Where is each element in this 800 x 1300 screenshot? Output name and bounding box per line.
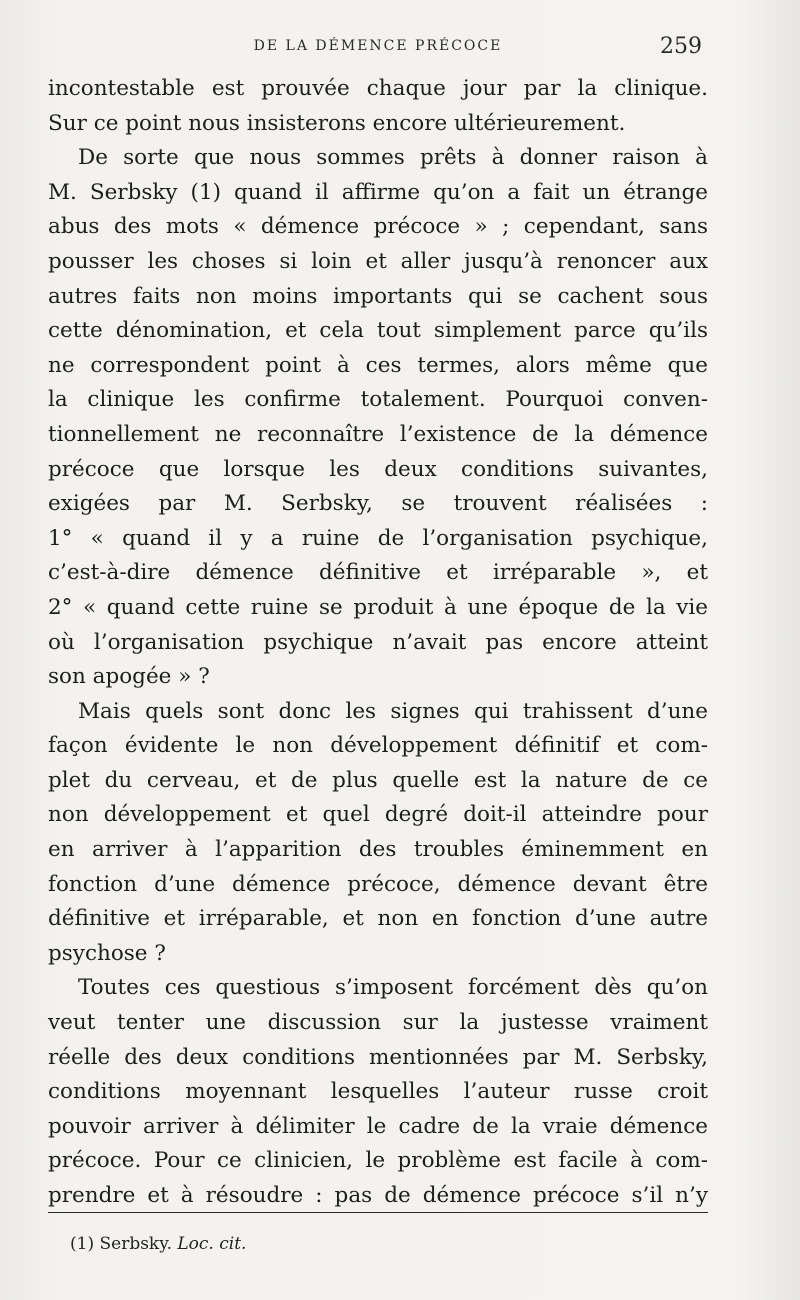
footnote-marker: (1) Serbsky. <box>70 1234 172 1254</box>
text-line: la clinique les confirme totalement. Pourquoi conven- <box>48 387 708 413</box>
text-line: c’est-à-dire démence définitive et irréparable », et <box>48 560 708 586</box>
text-line: Toutes ces questious s’imposent forcément dès qu’on <box>78 975 708 1001</box>
text-line: Mais quels sont donc les signes qui trahissent d’une <box>78 698 708 724</box>
text-line: son apogée » ? <box>48 664 210 690</box>
text-line: Sur ce point nous insisterons encore ultérieurement. <box>48 110 626 136</box>
text-line: précoce. Pour ce clinicien, le problème est facile à com- <box>48 1148 708 1174</box>
text-line: tionnellement ne reconnaître l’existence de la démence <box>48 421 708 447</box>
page-header <box>48 32 708 64</box>
text-line: 2° « quand cette ruine se produit à une époque de la vie <box>48 594 708 620</box>
text-line: fonction d’une démence précoce, démence devant être <box>48 871 708 897</box>
text-line: veut tenter une discussion sur la justesse vraiment <box>48 1010 708 1036</box>
text-line: autres faits non moins importants qui se cachent sous <box>48 283 708 309</box>
text-line: en arriver à l’apparition des troubles éminemment en <box>48 837 708 863</box>
body-text <box>48 72 708 1214</box>
text-line: abus des mots « démence précoce » ; cependant, sans <box>48 214 708 240</box>
text-line: pouvoir arriver à délimiter le cadre de la vraie démence <box>48 1113 708 1139</box>
text-line: prendre et à résoudre : pas de démence précoce s’il n’y <box>48 1183 708 1208</box>
text-line: conditions moyennant lesquelles l’auteur russe croit <box>48 1079 708 1105</box>
footnote <box>70 1234 246 1254</box>
text-line: M. Serbsky (1) quand il affirme qu’on a fait un étrange <box>48 179 708 205</box>
text-line: incontestable est prouvée chaque jour par la clinique. <box>48 76 708 101</box>
footnote-citation: Loc. cit. <box>177 1234 247 1254</box>
text-line: ne correspondent point à ces termes, alors même que <box>48 352 708 378</box>
text-line: De sorte que nous sommes prêts à donner raison à <box>78 145 708 171</box>
text-line: psychose ? <box>48 940 166 966</box>
text-line: non développement et quel degré doit-il atteindre pour <box>48 802 708 828</box>
running-title: DE LA DÉMENCE PRÉCOCE <box>253 38 503 54</box>
text-line: exigées par M. Serbsky, se trouvent réalisées : <box>48 491 708 517</box>
text-line: définitive et irréparable, et non en fonction d’une autre <box>48 906 708 932</box>
text-line: où l’organisation psychique n’avait pas encore atteint <box>48 629 708 655</box>
text-line: cette dénomination, et cela tout simplement parce qu’ils <box>48 318 708 344</box>
footnote-rule <box>48 1212 708 1213</box>
text-line: précoce que lorsque les deux conditions suivantes, <box>48 456 708 482</box>
text-line: réelle des deux conditions mentionnées par M. Serbsky, <box>48 1044 708 1070</box>
text-line: plet du cerveau, et de plus quelle est la nature de ce <box>48 767 708 793</box>
text-line: pousser les choses si loin et aller jusqu’à renoncer aux <box>48 248 708 274</box>
text-line: façon évidente le non développement définitif et com- <box>48 733 708 759</box>
page-number: 259 <box>660 34 702 59</box>
text-line: 1° « quand il y a ruine de l’organisation psychique, <box>48 525 708 551</box>
